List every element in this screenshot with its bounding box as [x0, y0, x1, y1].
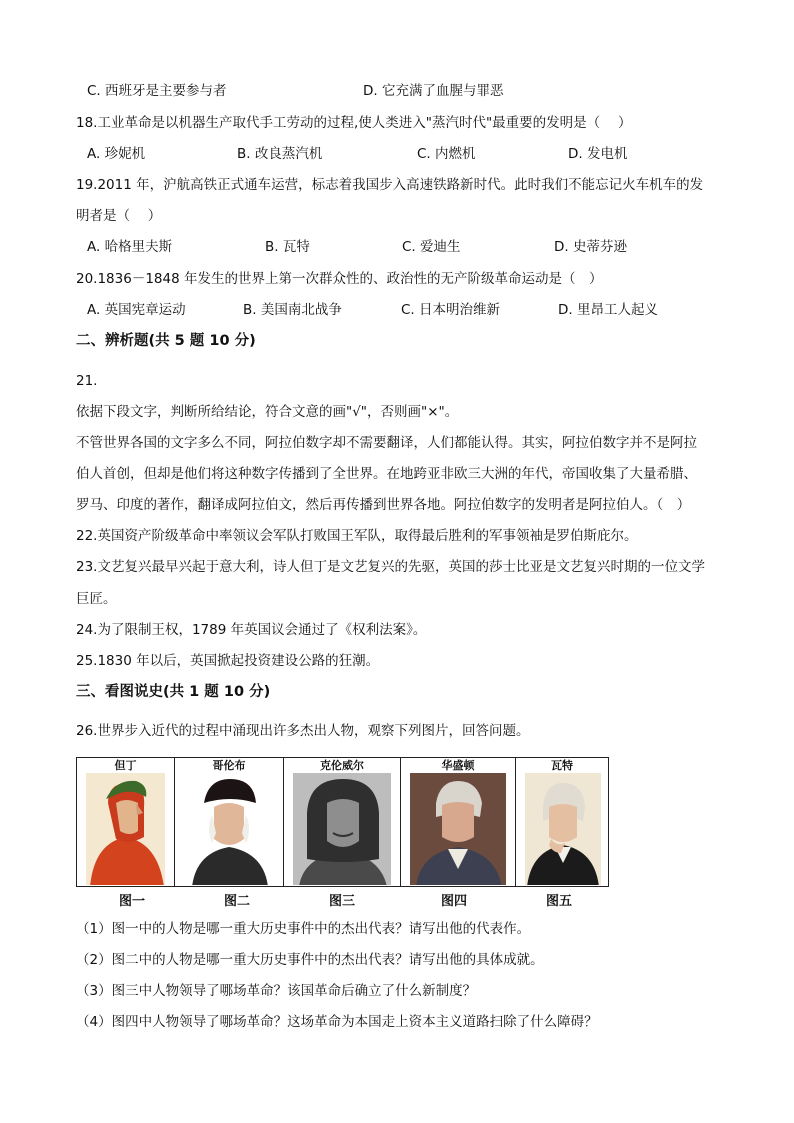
q18-stem: 18.工业革命是以机器生产取代手工劳动的过程,使人类进入"蒸汽时代"最重要的发明是（ ）: [76, 115, 632, 131]
q26-subquestion-2: （2）图二中的人物是哪一重大历史事件中的杰出代表？请写出他的具体成就。: [76, 952, 544, 968]
q26-subquestion-4: （4）图四中人物领导了哪场革命？这场革命为本国走上资本主义道路扫除了什么障碍？: [76, 1014, 598, 1030]
figure-cell-watt: [516, 758, 608, 886]
figure-name: 克伦威尔: [320, 759, 364, 772]
q20-option-a: A. 英国宪章运动: [87, 302, 186, 318]
q20-option-d: D. 里昂工人起义: [558, 302, 658, 318]
q24-statement: 24.为了限制王权，1789 年英国议会通过了《权利法案》。: [76, 622, 427, 638]
q18-option-c: C. 内燃机: [417, 146, 476, 162]
section-3-heading: 三、看图说史(共 1 题 10 分): [76, 684, 271, 700]
section-2-heading: 二、辨析题(共 5 题 10 分): [76, 333, 256, 349]
figure-cell-columbus: [175, 758, 284, 886]
figure-name: 华盛顿: [441, 759, 475, 772]
q17-option-c: C. 西班牙是主要参与者: [87, 83, 227, 99]
figure-cell-dante: [77, 758, 175, 886]
q19-stem-line1: 19.2011 年，沪航高铁正式通车运营，标志着我国步入高速铁路新时代。此时我们不能忘记火车机车的发: [76, 177, 704, 193]
figure-cell-cromwell: [284, 758, 401, 886]
q22-statement: 22.英国资产阶级革命中率领议会军队打败国王军队，取得最后胜利的军事领袖是罗伯斯庇尔。: [76, 528, 638, 544]
figure-name: 但丁: [114, 759, 137, 772]
cromwell-portrait-image: [293, 773, 391, 885]
q19-stem-line2: 明者是（ ）: [76, 208, 162, 224]
dante-portrait-image: [86, 773, 165, 885]
q21-passage-line3: 罗马、印度的著作，翻译成阿拉伯文，然后再传播到世界各地。阿拉伯数字的发明者是阿拉伯人。（ ）: [76, 497, 691, 513]
q23-statement-line1: 23.文艺复兴最早兴起于意大利，诗人但丁是文艺复兴的先驱，英国的莎士比亚是文艺复兴时期的一位文学: [76, 559, 705, 575]
q19-option-c: C. 爱迪生: [402, 239, 461, 255]
q18-option-b: B. 改良蒸汽机: [237, 146, 323, 162]
watt-portrait-image: [525, 773, 601, 885]
figure-caption-1: 图一: [119, 894, 146, 909]
q26-subquestion-3: （3）图三中人物领导了哪场革命？该国革命后确立了什么新制度？: [76, 983, 477, 999]
q21-passage-line1: 不管世界各国的文字多么不同，阿拉伯数字却不需要翻译，人们都能认得。其实，阿拉伯数字并不是阿拉: [76, 435, 697, 451]
q18-option-a: A. 珍妮机: [87, 146, 146, 162]
figure-name: 瓦特: [551, 759, 573, 772]
q23-statement-line2: 巨匠。: [76, 591, 117, 607]
figure-name: 哥伦布: [212, 759, 246, 772]
q19-option-a: A. 哈格里夫斯: [87, 239, 173, 255]
figure-caption-2: 图二: [224, 894, 251, 909]
q21-instruction: 依据下段文字，判断所给结论，符合文意的画"√"，否则画"×"。: [76, 404, 459, 420]
figure-cell-washington: [401, 758, 516, 886]
q26-subquestion-1: （1）图一中的人物是哪一重大历史事件中的杰出代表？请写出他的代表作。: [76, 921, 531, 937]
q17-option-d: D. 它充满了血腥与罪恶: [363, 83, 504, 99]
portrait-figure-table: [76, 757, 609, 887]
q25-statement: 25.1830 年以后，英国掀起投资建设公路的狂潮。: [76, 653, 380, 669]
q20-option-c: C. 日本明治维新: [401, 302, 501, 318]
q21-passage-line2: 伯人首创，但却是他们将这种数字传播到了全世界。在地跨亚非欧三大洲的年代，帝国收集了大量希腊、: [76, 466, 697, 482]
q20-option-b: B. 美国南北战争: [243, 302, 342, 318]
q20-stem: 20.1836－1848 年发生的世界上第一次群众性的、政治性的无产阶级革命运动是（ ）: [76, 271, 603, 287]
washington-portrait-image: [410, 773, 506, 885]
columbus-portrait-image: [184, 773, 274, 885]
q18-option-d: D. 发电机: [568, 146, 628, 162]
figure-caption-5: 图五: [546, 894, 573, 909]
q19-option-b: B. 瓦特: [265, 239, 310, 255]
figure-caption-4: 图四: [441, 894, 468, 909]
figure-caption-3: 图三: [329, 894, 356, 909]
q21-number: 21.: [76, 373, 98, 389]
q26-stem: 26.世界步入近代的过程中涌现出许多杰出人物，观察下列图片，回答问题。: [76, 723, 530, 739]
q19-option-d: D. 史蒂芬逊: [554, 239, 627, 255]
